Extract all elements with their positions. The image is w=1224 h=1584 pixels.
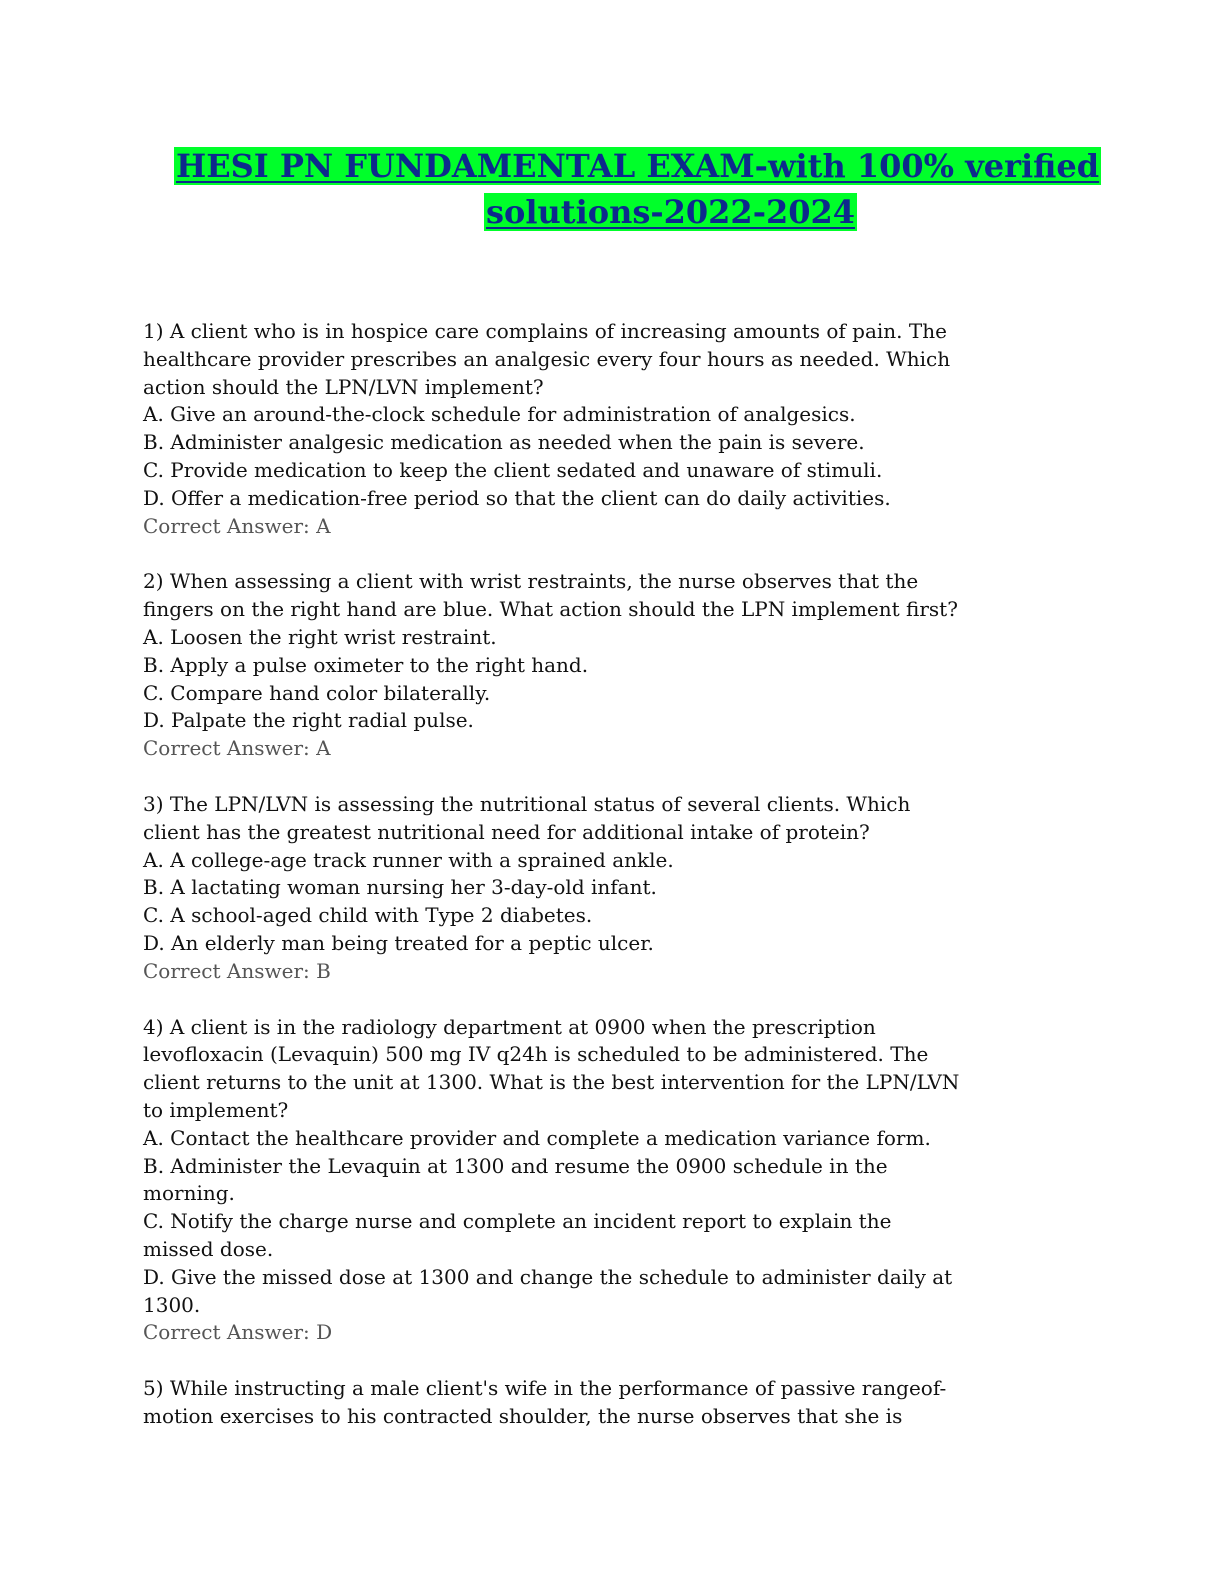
- question-3: [143, 791, 963, 986]
- option-b: B. Administer analgesic medication as needed when the pain is severe.: [143, 430, 865, 455]
- option-b: B. Apply a pulse oximeter to the right hand.: [143, 652, 589, 677]
- option-d: D. Offer a medication-free period so that the client can do daily activities.: [143, 485, 891, 510]
- option-c: C. A school-aged child with Type 2 diabetes.: [143, 903, 593, 928]
- option-a: A. Contact the healthcare provider and complete a medication variance form.: [143, 1125, 931, 1150]
- option-d: D. Give the missed dose at 1300 and change the schedule to administer daily at 1300.: [143, 1264, 953, 1317]
- questions-list: [143, 318, 963, 1459]
- question-5: [143, 1375, 963, 1431]
- question-4: [143, 1014, 963, 1348]
- option-a: A. Loosen the right wrist restraint.: [143, 624, 497, 649]
- correct-answer: Correct Answer: B: [143, 958, 331, 983]
- question-text: 2) When assessing a client with wrist restraints, the nurse observes that the fingers on the right hand are blue. What action should the LPN implement first?: [143, 569, 958, 622]
- option-c: C. Notify the charge nurse and complete an incident report to explain the missed dose.: [143, 1209, 892, 1261]
- correct-answer: Correct Answer: D: [143, 1320, 333, 1345]
- question-text: 1) A client who is in hospice care complains of increasing amounts of pain. The healthcare provider prescribes an analgesic every four hours as needed. Which action should the LPN/LVN implement?: [143, 319, 951, 399]
- question-text: 4) A client is in the radiology department at 0900 when the prescription levofloxacin (Levaquin) 500 mg IV q24h is scheduled to be administered. The client returns to the unit at 1300. What is the best intervention for the LPN/LVN to implement?: [143, 1014, 960, 1122]
- option-a: A. Give an around-the-clock schedule for administration of analgesics.: [143, 402, 856, 427]
- question-1: [143, 318, 963, 540]
- option-c: C. Compare hand color bilaterally.: [143, 680, 491, 705]
- title-line-1: [174, 142, 1101, 190]
- title-line-1-text: HESI PN FUNDAMENTAL EXAM-with 100% verified: [176, 147, 1100, 185]
- title-line-2-text: solutions-2022-2024: [486, 193, 856, 231]
- option-d: D. An elderly man being treated for a peptic ulcer.: [143, 930, 654, 955]
- option-b: B. A lactating woman nursing her 3-day-old infant.: [143, 875, 657, 900]
- option-b: B. Administer the Levaquin at 1300 and resume the 0900 schedule in the morning.: [143, 1153, 888, 1206]
- option-c: C. Provide medication to keep the client sedated and unaware of stimuli.: [143, 457, 883, 482]
- question-2: [143, 568, 963, 763]
- correct-answer: Correct Answer: A: [143, 736, 331, 761]
- option-d: D. Palpate the right radial pulse.: [143, 708, 474, 733]
- question-text: 3) The LPN/LVN is assessing the nutritional status of several clients. Which client has the greatest nutritional need for additional intake of protein?: [143, 791, 911, 844]
- title-line-2: [484, 188, 857, 236]
- question-text: 5) While instructing a male client's wife in the performance of passive rangeof-motion exercises to his contracted shoulder, the nurse observes that she is: [143, 1376, 947, 1428]
- option-a: A. A college-age track runner with a sprained ankle.: [143, 847, 674, 872]
- correct-answer: Correct Answer: A: [143, 513, 331, 538]
